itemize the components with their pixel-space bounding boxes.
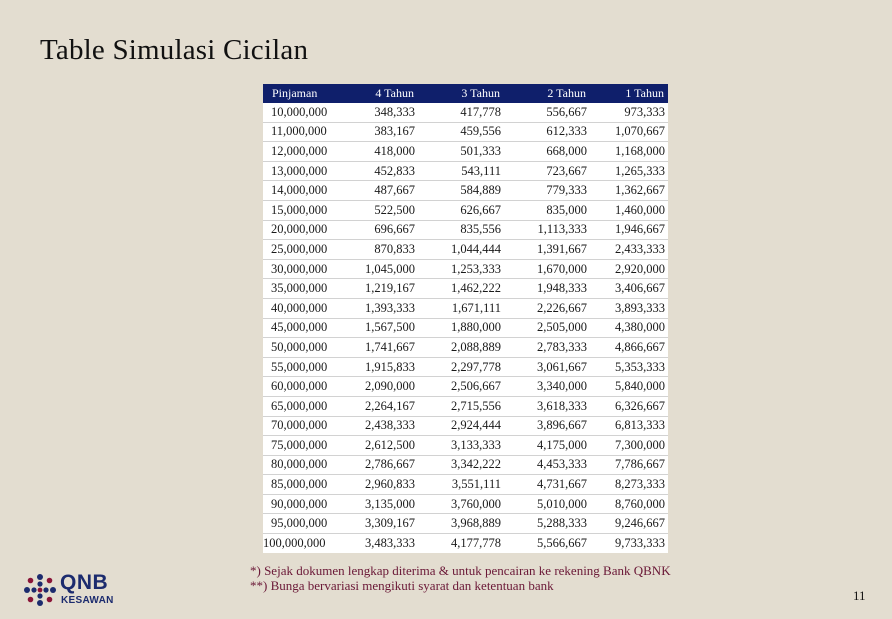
- cell-4-tahun: 1,741,667: [335, 338, 418, 358]
- cell-4-tahun: 2,612,500: [335, 436, 418, 456]
- logo-subtitle: KESAWAN: [61, 595, 114, 606]
- cell-2-tahun: 1,670,000: [504, 259, 590, 279]
- slide-title: Table Simulasi Cicilan: [40, 34, 309, 66]
- cell-pinjaman: 85,000,000: [263, 475, 335, 495]
- table-header-row: [263, 84, 668, 103]
- cell-pinjaman: 30,000,000: [263, 259, 335, 279]
- cell-3-tahun: 2,506,667: [418, 377, 504, 397]
- cell-pinjaman: 35,000,000: [263, 279, 335, 299]
- cell-2-tahun: 723,667: [504, 161, 590, 181]
- logo-name: QNB: [60, 571, 109, 594]
- cell-3-tahun: 835,556: [418, 220, 504, 240]
- cell-2-tahun: 3,896,667: [504, 416, 590, 436]
- cell-pinjaman: 11,000,000: [263, 122, 335, 142]
- cell-2-tahun: 668,000: [504, 142, 590, 162]
- cell-pinjaman: 70,000,000: [263, 416, 335, 436]
- table-row: [263, 200, 668, 220]
- cell-4-tahun: 870,833: [335, 240, 418, 260]
- cell-2-tahun: 1,113,333: [504, 220, 590, 240]
- header-pinjaman: Pinjaman: [263, 84, 335, 103]
- table-row: [263, 494, 668, 514]
- cell-2-tahun: 3,340,000: [504, 377, 590, 397]
- cell-3-tahun: 1,880,000: [418, 318, 504, 338]
- cell-pinjaman: 60,000,000: [263, 377, 335, 397]
- table-row: [263, 396, 668, 416]
- cell-1-tahun: 1,362,667: [590, 181, 668, 201]
- table-row: [263, 318, 668, 338]
- cell-pinjaman: 80,000,000: [263, 455, 335, 475]
- table-row: [263, 416, 668, 436]
- cell-4-tahun: 2,090,000: [335, 377, 418, 397]
- cell-2-tahun: 2,505,000: [504, 318, 590, 338]
- table-row: [263, 455, 668, 475]
- qnb-logo-icon: [23, 573, 57, 607]
- cell-1-tahun: 7,786,667: [590, 455, 668, 475]
- page-number: 11: [853, 588, 866, 603]
- cell-4-tahun: 2,960,833: [335, 475, 418, 495]
- cell-pinjaman: 75,000,000: [263, 436, 335, 456]
- cell-pinjaman: 40,000,000: [263, 298, 335, 318]
- table-row: [263, 142, 668, 162]
- cell-3-tahun: 2,715,556: [418, 396, 504, 416]
- cell-1-tahun: 5,353,333: [590, 357, 668, 377]
- cell-3-tahun: 3,968,889: [418, 514, 504, 534]
- cell-4-tahun: 3,483,333: [335, 534, 418, 553]
- cell-2-tahun: 5,288,333: [504, 514, 590, 534]
- cell-3-tahun: 1,044,444: [418, 240, 504, 260]
- cell-3-tahun: 501,333: [418, 142, 504, 162]
- cell-4-tahun: 452,833: [335, 161, 418, 181]
- cell-pinjaman: 95,000,000: [263, 514, 335, 534]
- cell-pinjaman: 14,000,000: [263, 181, 335, 201]
- table-row: [263, 534, 668, 553]
- cell-1-tahun: 7,300,000: [590, 436, 668, 456]
- cell-4-tahun: 487,667: [335, 181, 418, 201]
- cell-1-tahun: 1,460,000: [590, 200, 668, 220]
- cell-4-tahun: 1,045,000: [335, 259, 418, 279]
- table-row: [263, 475, 668, 495]
- cell-1-tahun: 2,920,000: [590, 259, 668, 279]
- cell-1-tahun: 8,760,000: [590, 494, 668, 514]
- table-row: [263, 298, 668, 318]
- table-row: [263, 338, 668, 358]
- table-row: [263, 514, 668, 534]
- table-row: [263, 436, 668, 456]
- footnote-2: **) Bunga bervariasi mengikuti syarat dan ketentuan bank: [250, 578, 554, 593]
- cell-3-tahun: 1,671,111: [418, 298, 504, 318]
- cell-1-tahun: 4,380,000: [590, 318, 668, 338]
- cell-1-tahun: 9,733,333: [590, 534, 668, 553]
- cell-2-tahun: 835,000: [504, 200, 590, 220]
- cell-4-tahun: 418,000: [335, 142, 418, 162]
- table-row: [263, 220, 668, 240]
- cell-pinjaman: 10,000,000: [263, 103, 335, 122]
- cell-pinjaman: 45,000,000: [263, 318, 335, 338]
- cell-3-tahun: 1,253,333: [418, 259, 504, 279]
- cell-1-tahun: 5,840,000: [590, 377, 668, 397]
- cell-3-tahun: 2,297,778: [418, 357, 504, 377]
- cell-4-tahun: 1,393,333: [335, 298, 418, 318]
- cell-4-tahun: 1,915,833: [335, 357, 418, 377]
- cell-2-tahun: 4,731,667: [504, 475, 590, 495]
- cell-4-tahun: 3,135,000: [335, 494, 418, 514]
- cell-1-tahun: 3,893,333: [590, 298, 668, 318]
- cell-2-tahun: 2,783,333: [504, 338, 590, 358]
- cell-1-tahun: 1,168,000: [590, 142, 668, 162]
- cell-pinjaman: 15,000,000: [263, 200, 335, 220]
- cell-pinjaman: 55,000,000: [263, 357, 335, 377]
- cell-4-tahun: 1,219,167: [335, 279, 418, 299]
- cell-1-tahun: 9,246,667: [590, 514, 668, 534]
- cell-4-tahun: 696,667: [335, 220, 418, 240]
- installment-table-container: [263, 84, 668, 553]
- cell-pinjaman: 20,000,000: [263, 220, 335, 240]
- cell-2-tahun: 612,333: [504, 122, 590, 142]
- header-2-tahun: 2 Tahun: [504, 84, 590, 103]
- cell-2-tahun: 3,618,333: [504, 396, 590, 416]
- table-row: [263, 377, 668, 397]
- table-row: [263, 161, 668, 181]
- header-4-tahun: 4 Tahun: [335, 84, 418, 103]
- cell-1-tahun: 2,433,333: [590, 240, 668, 260]
- cell-3-tahun: 626,667: [418, 200, 504, 220]
- cell-3-tahun: 543,111: [418, 161, 504, 181]
- cell-2-tahun: 556,667: [504, 103, 590, 122]
- table-row: [263, 259, 668, 279]
- cell-2-tahun: 3,061,667: [504, 357, 590, 377]
- cell-1-tahun: 973,333: [590, 103, 668, 122]
- cell-1-tahun: 1,070,667: [590, 122, 668, 142]
- cell-4-tahun: 383,167: [335, 122, 418, 142]
- cell-2-tahun: 4,453,333: [504, 455, 590, 475]
- cell-pinjaman: 25,000,000: [263, 240, 335, 260]
- cell-4-tahun: 522,500: [335, 200, 418, 220]
- cell-2-tahun: 1,391,667: [504, 240, 590, 260]
- header-1-tahun: 1 Tahun: [590, 84, 668, 103]
- cell-3-tahun: 459,556: [418, 122, 504, 142]
- cell-3-tahun: 3,342,222: [418, 455, 504, 475]
- table-body: [263, 103, 668, 553]
- cell-2-tahun: 4,175,000: [504, 436, 590, 456]
- cell-1-tahun: 6,813,333: [590, 416, 668, 436]
- cell-pinjaman: 12,000,000: [263, 142, 335, 162]
- cell-pinjaman: 13,000,000: [263, 161, 335, 181]
- table-row: [263, 240, 668, 260]
- table-row: [263, 122, 668, 142]
- qnb-logo: [23, 571, 123, 611]
- cell-3-tahun: 3,760,000: [418, 494, 504, 514]
- cell-4-tahun: 2,264,167: [335, 396, 418, 416]
- cell-1-tahun: 6,326,667: [590, 396, 668, 416]
- cell-3-tahun: 1,462,222: [418, 279, 504, 299]
- table-row: [263, 357, 668, 377]
- cell-3-tahun: 584,889: [418, 181, 504, 201]
- cell-1-tahun: 1,265,333: [590, 161, 668, 181]
- cell-4-tahun: 2,438,333: [335, 416, 418, 436]
- cell-4-tahun: 3,309,167: [335, 514, 418, 534]
- cell-3-tahun: 4,177,778: [418, 534, 504, 553]
- cell-2-tahun: 5,566,667: [504, 534, 590, 553]
- footnote-1: *) Sejak dokumen lengkap diterima & untuk pencairan ke rekening Bank QBNK: [250, 563, 671, 578]
- cell-4-tahun: 1,567,500: [335, 318, 418, 338]
- table-row: [263, 181, 668, 201]
- cell-pinjaman: 100,000,000: [263, 534, 335, 553]
- cell-pinjaman: 65,000,000: [263, 396, 335, 416]
- cell-4-tahun: 2,786,667: [335, 455, 418, 475]
- table-row: [263, 103, 668, 122]
- cell-1-tahun: 4,866,667: [590, 338, 668, 358]
- cell-2-tahun: 1,948,333: [504, 279, 590, 299]
- cell-1-tahun: 3,406,667: [590, 279, 668, 299]
- footnotes: [250, 563, 671, 593]
- cell-4-tahun: 348,333: [335, 103, 418, 122]
- cell-2-tahun: 5,010,000: [504, 494, 590, 514]
- cell-3-tahun: 3,133,333: [418, 436, 504, 456]
- cell-3-tahun: 3,551,111: [418, 475, 504, 495]
- cell-2-tahun: 2,226,667: [504, 298, 590, 318]
- installment-table: [263, 84, 668, 553]
- table-row: [263, 279, 668, 299]
- cell-pinjaman: 90,000,000: [263, 494, 335, 514]
- cell-2-tahun: 779,333: [504, 181, 590, 201]
- cell-3-tahun: 417,778: [418, 103, 504, 122]
- cell-pinjaman: 50,000,000: [263, 338, 335, 358]
- cell-1-tahun: 8,273,333: [590, 475, 668, 495]
- cell-1-tahun: 1,946,667: [590, 220, 668, 240]
- cell-3-tahun: 2,924,444: [418, 416, 504, 436]
- cell-3-tahun: 2,088,889: [418, 338, 504, 358]
- header-3-tahun: 3 Tahun: [418, 84, 504, 103]
